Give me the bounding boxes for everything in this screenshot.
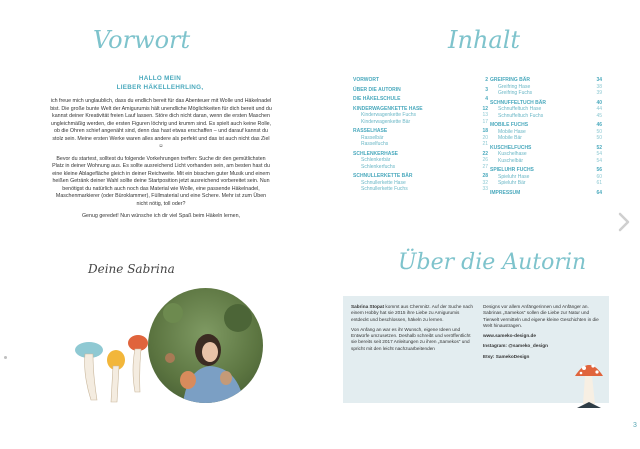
toc-entry[interactable] [353, 186, 488, 193]
toc-entry[interactable] [490, 135, 602, 142]
toc-entry-page: 52 [596, 144, 602, 151]
toc-entry-page: 54 [596, 151, 602, 157]
red-mushroom-icon [573, 358, 605, 410]
toc-entry-label: Kuschelbär [498, 157, 524, 164]
bio-intro: kommt aus Chemnitz. Auf der Suche nach einem Hobby hat sie 2015 ihre Liebe zu Amigurumis entdeckt und beschlossen, häkeln zu lernen. [351, 304, 473, 322]
website-link[interactable]: www.sameko-design.de [483, 333, 536, 339]
toc-entry-label: VORWORT [353, 77, 380, 83]
toc-entry[interactable] [353, 77, 488, 84]
toc-entry[interactable] [353, 119, 488, 126]
greeting-line2: LIEBER HÄKELLEHRLING, [116, 83, 204, 91]
toc-entry-page: 3 [485, 86, 488, 93]
toc-entry[interactable] [490, 90, 602, 97]
inhalt-title: Inhalt [448, 26, 521, 54]
vorwort-paragraph-1: ich freue mich unglaublich, dass du endlich bereit für das Abenteuer mit Wolle und Häkelnadel bist. Die große bunte Welt der Amigurumis hält unendliche Möglichkeiten für dich bereit und du kannst deiner Kreativität freien Lauf lassen. Störe dich nicht daran, wenn die ersten Maschen ungleichmäßig werden, die ersten Figuren löchrig und krumm sind. Es spielt auch keine Rolle, ob die Ohren schief angenäht sind, denn das hast etwas erschaffen – und darauf kannst du stolz sein. Meine ersten Werke waren alles andere als perfekt und das ist auch nicht das Ziel ☺ [50, 98, 272, 149]
toc-entry-page: 61 [596, 180, 602, 186]
signature: Deine Sabrina [88, 262, 175, 276]
toc-entry-label: Mobile Hase [498, 128, 526, 135]
etsy-handle[interactable]: Etsy: SamekoDesign [483, 353, 530, 359]
bio-paragraph-3: Designs vor allem Anfängerinnen und Anfänger an. Sabrinas „Samekos“ sollen die Liebe zur Natur und Tierwelt vermitteln und eigene kleine Geschichten in die Welt hinaustragen. [483, 304, 599, 328]
vorwort-paragraph-3: Genug geredet! Nun wünsche ich dir viel Spaß beim Häkeln lernen, [81, 213, 241, 219]
toc-entry-page: 13 [482, 112, 488, 118]
toc-entry-label: Rasselfuchs [361, 141, 389, 147]
toc-entry-page: 20 [482, 134, 488, 141]
toc-entry-page: 17 [482, 118, 488, 125]
toc-entry-label: Spieluhr Bär [498, 180, 526, 186]
toc-entry[interactable] [353, 141, 488, 148]
toc-entry[interactable] [353, 164, 488, 171]
toc-entry-page: 2 [485, 77, 488, 83]
toc-entry-label: Kuschelhase [498, 151, 527, 157]
toc-entry-page: 28 [482, 173, 488, 179]
toc-entry-label: KUSCHELFUCHS [490, 144, 532, 151]
toc-column-right [490, 74, 602, 196]
toc-entry-page: 21 [482, 141, 488, 147]
toc-entry[interactable] [490, 180, 602, 187]
toc-entry-label: Schnullerkette Hase [361, 179, 406, 186]
toc-entry-page: 32 [482, 179, 488, 186]
toc-entry-page: 33 [482, 186, 488, 192]
bio-paragraph-2: Von Anfang an war es ihr Wunsch, eigene Ideen und Entwürfe umzusetzen. Deshalb schreibt und veröffentlicht sie bereits seit 2017 Anleitungen zu ihren „Samekos“ und spricht mit den leicht nachzuarbeitenden [351, 326, 471, 351]
toc-entry-label: SCHNUFFELTUCH BÄR [490, 99, 547, 106]
toc-entry-label: Greifring Fuchs [498, 90, 533, 96]
bio-paragraph-1 [351, 304, 477, 323]
page-edge-dot [4, 356, 7, 359]
toc-entry-label: Kinderwagenkette Fuchs [361, 112, 417, 118]
author-name: Sabrina Stopat [351, 304, 385, 309]
toc-entry-label: SCHLENKERHASE [353, 150, 399, 157]
toc-entry[interactable] [490, 158, 602, 165]
toc-entry[interactable] [490, 113, 602, 120]
toc-entry-page: 4 [485, 96, 488, 102]
toc-entry-label: ÜBER DIE AUTORIN [353, 86, 401, 93]
toc-entry-page: 26 [482, 157, 488, 163]
chevron-right-icon[interactable] [617, 212, 631, 232]
toc-entry-label: Schnullerkette Fuchs [361, 186, 408, 192]
toc-entry-page: 50 [596, 135, 602, 141]
toc-entry-label: KINDERWAGENKETTE HASE [353, 105, 423, 112]
toc-entry-page: 45 [596, 112, 602, 119]
toc-entry-page: 27 [482, 163, 488, 170]
toc-entry-page: 18 [482, 128, 488, 134]
toc-entry-page: 39 [596, 90, 602, 96]
toc-entry-page: 38 [596, 83, 602, 90]
toc-entry-page: 56 [596, 167, 602, 173]
vorwort-paragraph-2: Bevor du startest, solltest du folgende Vorkehrungen treffen: Suche dir den gemütlichsten Platz in deiner Wohnung aus. Es sollte ausreichend Licht vorhanden sein, am besten hast du eine kleine Ablagefläche gleich in deiner Reichweite. Mit ein bisschen guter Musik und einem heißen Getränk deiner Wahl sollte deine Startposition jetzt ausreichend vorbereitet sein. Nun benötigst du natürlich auch noch das Material wie Wolle, eine passende Häkelnadel, Maschenmarkierer (oder Büroklammer), Füllmaterial und eine Schere. Mehr ist zum Üben nicht nötig, toll oder? [52, 155, 270, 207]
toc-entry[interactable] [353, 96, 488, 103]
toc-entry-page: 64 [596, 189, 602, 196]
toc-entry-page: 44 [596, 106, 602, 112]
vorwort-title: Vorwort [93, 26, 191, 54]
toc-entry-label: MOBILE FUCHS [490, 122, 529, 128]
toc-entry-page: 46 [596, 122, 602, 128]
toc-entry-label: Schnuffeltuch Hase [498, 106, 542, 112]
toc-entry-label: DIE HÄKELSCHULE [353, 96, 401, 102]
toc-entry[interactable] [490, 190, 602, 197]
right-page [320, 0, 640, 449]
toc-column-left [353, 74, 488, 193]
author-bio-box [343, 296, 609, 403]
toc-entry-page: 40 [596, 99, 602, 106]
greeting-line1: HALLO MEIN [138, 75, 182, 82]
greeting-heading [0, 75, 320, 92]
bio-column-left [351, 304, 477, 356]
toc-entry-page: 60 [596, 173, 602, 180]
toc-entry-page: 54 [596, 157, 602, 164]
toc-entry-label: Kinderwagenkette Bär [361, 118, 411, 125]
toc-entry-label: Schlenkerfuchs [361, 163, 396, 170]
instagram-handle[interactable]: Instagram: @sameko_design [483, 343, 549, 349]
author-photo-image [148, 288, 263, 403]
author-photo [148, 288, 263, 403]
toc-entry[interactable] [353, 87, 488, 94]
toc-entry-page: 34 [596, 77, 602, 83]
toc-entry-label: SCHNULLERKETTE BÄR [353, 173, 413, 179]
page-number: 3 [633, 422, 637, 429]
toc-entry-page: 12 [482, 105, 488, 112]
toc-entry-label: Schlenkerbär [361, 157, 391, 163]
vorwort-text [50, 98, 272, 226]
toc-entry-label: Spieluhr Hase [498, 173, 530, 180]
about-author-title: Über die Autorin [398, 250, 587, 275]
toc-entry-label: RASSELHASE [353, 128, 388, 134]
toc-entry-page: 50 [596, 128, 602, 135]
toc-entry-label: IMPRESSUM [490, 189, 521, 196]
toc-entry-label: SPIELUHR FUCHS [490, 167, 534, 173]
toc-entry-label: Greifring Hase [498, 83, 531, 90]
bio-column-right [483, 304, 601, 364]
toc-entry-label: Schnuffeltuch Fuchs [498, 112, 544, 119]
toc-entry-label: Mobile Bär [498, 135, 522, 141]
toc-entry-page: 22 [482, 150, 488, 157]
mushroom-illustration [73, 330, 153, 410]
toc-entry-label: Rasselbär [361, 134, 384, 141]
toc-entry-label: GREIFRING BÄR [490, 77, 530, 83]
